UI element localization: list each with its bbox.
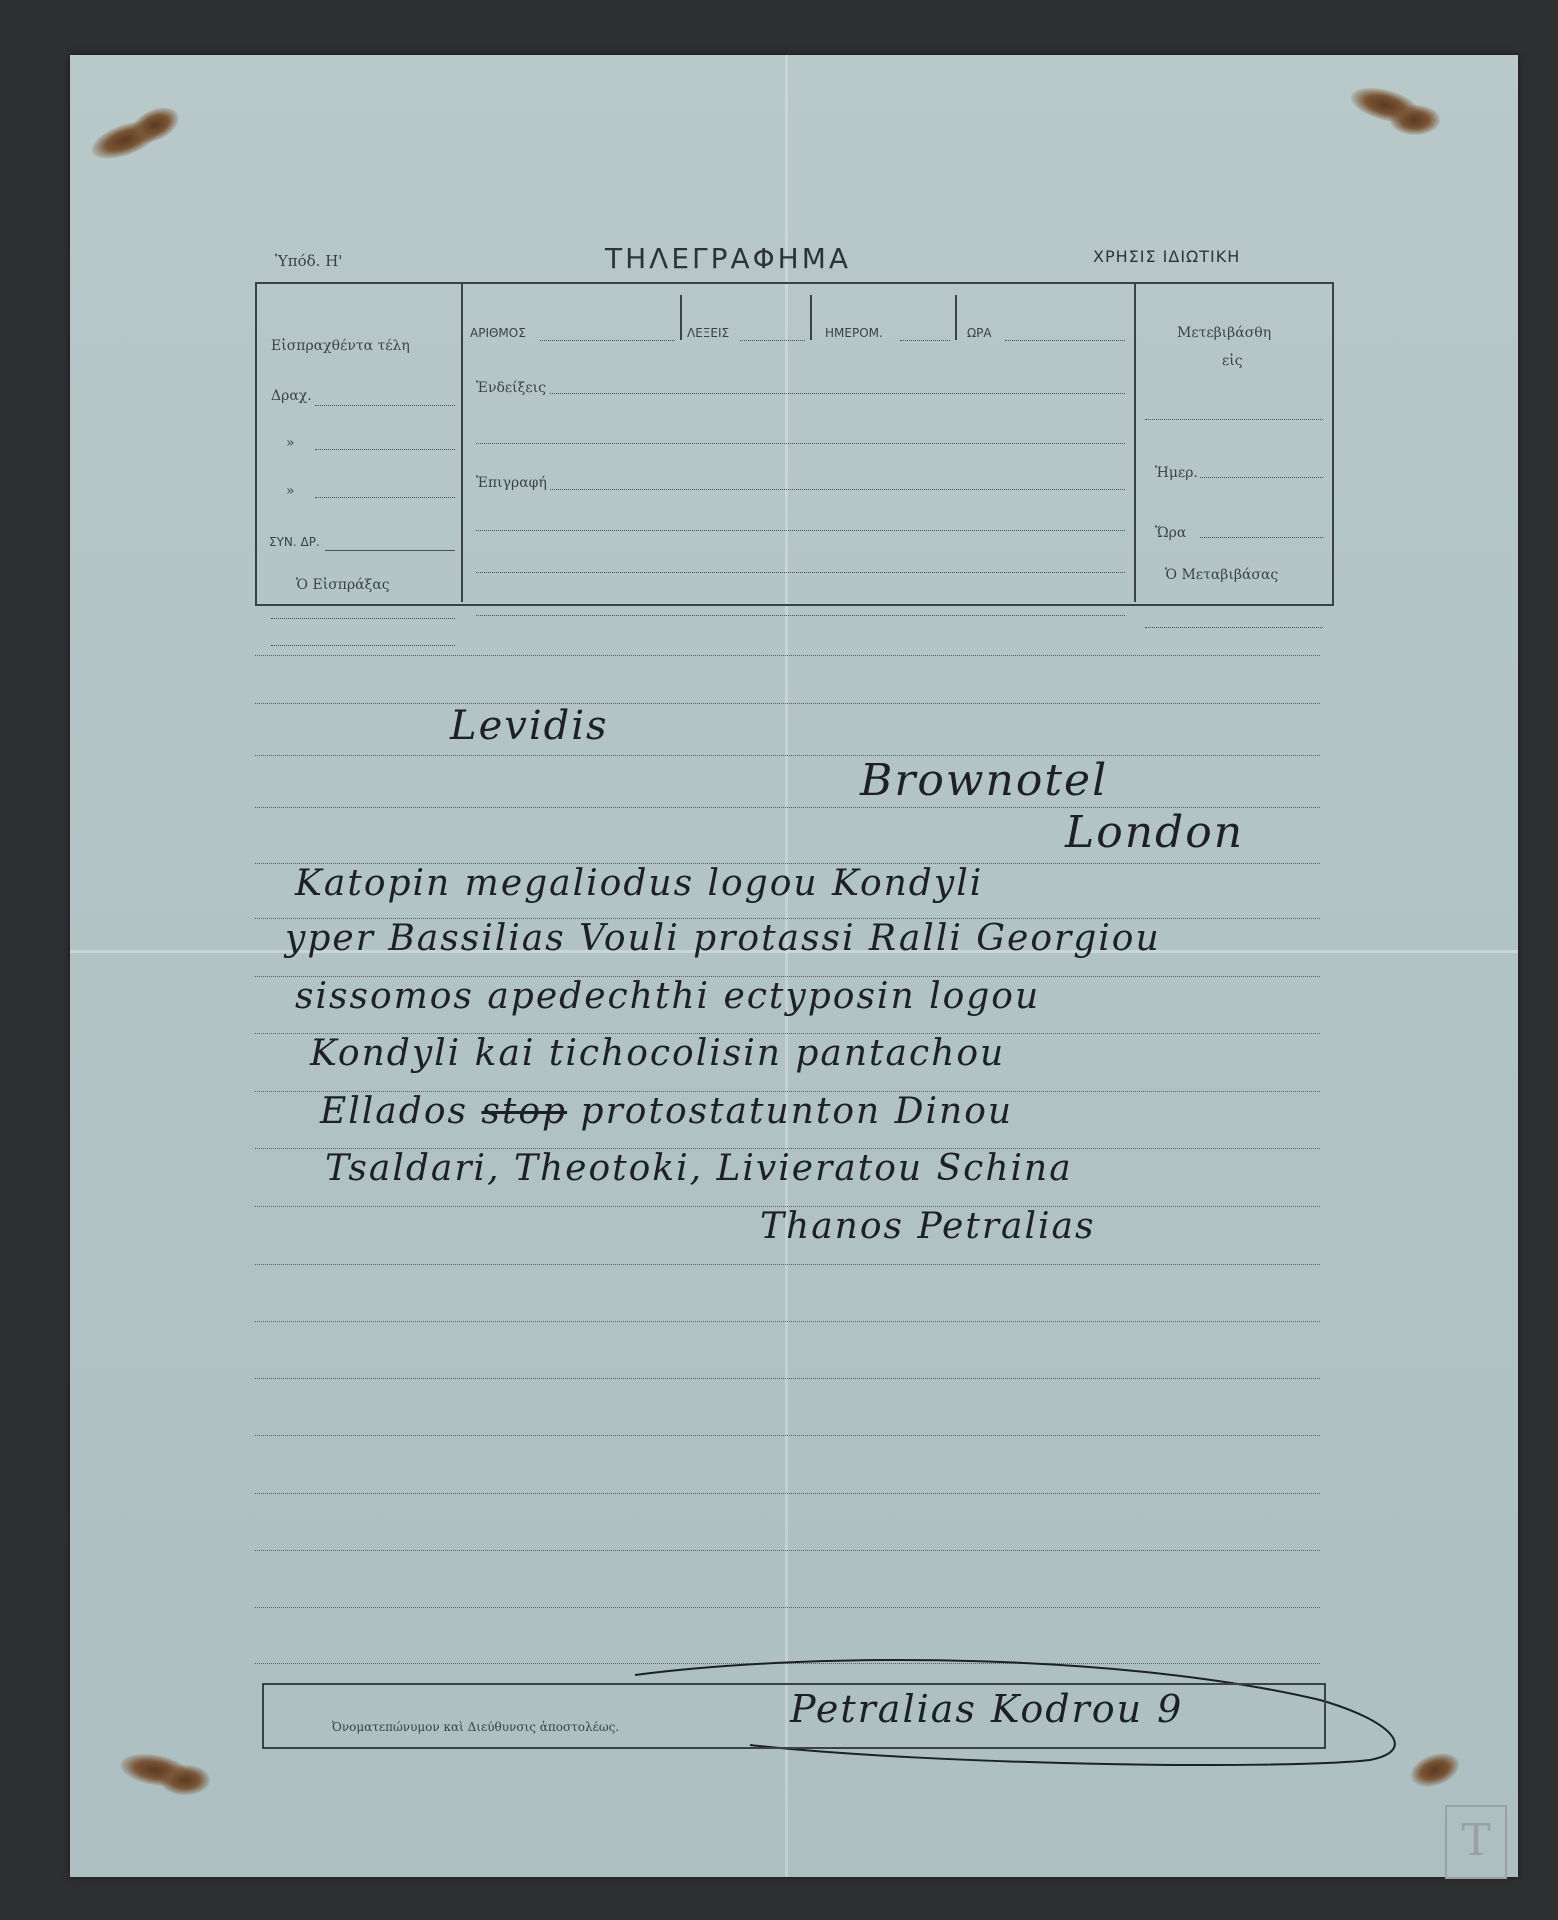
form-ref: Ὑπόδ. Η'	[275, 252, 343, 270]
hour-field	[1200, 537, 1323, 538]
message-line: Katopin megaliodus logou Kondyli	[295, 863, 984, 904]
grid-divider	[1134, 284, 1136, 602]
ruled-line	[255, 1550, 1320, 1551]
header-grid	[255, 282, 1334, 606]
message-word: protostatunton Dinou	[580, 1091, 1014, 1132]
time-label: ΩΡΑ	[967, 326, 992, 340]
total-field	[325, 550, 455, 551]
transmission-field	[1145, 419, 1323, 420]
address-label: Ἐπιγραφή	[476, 475, 547, 491]
rust-stain	[160, 1765, 210, 1795]
address-field	[550, 489, 1125, 490]
ruled-line	[476, 615, 1125, 616]
indications-label: Ἐνδείξεις	[476, 380, 546, 396]
form-usage: ΧΡΗΣΙΣ ΙΔΙΩΤΙΚΗ	[1093, 247, 1241, 266]
message-line: Kondyli kai tichocolisin pantachou	[310, 1033, 1006, 1074]
struck-word: stop	[481, 1091, 568, 1132]
form-title: ΤΗΛΕΓΡΑΦΗΜΑ	[605, 242, 852, 275]
ruled-line	[476, 443, 1125, 444]
archive-logo: T	[1445, 1805, 1507, 1879]
cell-divider	[680, 295, 682, 340]
ditto-mark: »	[286, 435, 295, 451]
ruled-line	[255, 655, 1320, 656]
transmitter-label: Ὁ Μεταβιβάσας	[1165, 567, 1279, 583]
ruled-line	[255, 755, 1320, 756]
ruled-line	[476, 530, 1125, 531]
message-line	[320, 1091, 1013, 1132]
recipient-city: London	[1065, 807, 1245, 858]
sender-signature: Petralias Kodrou 9	[790, 1687, 1184, 1731]
message-line: yper Bassilias Vouli protassi Ralli Georgiou	[285, 918, 1161, 959]
ruled-line	[255, 1493, 1320, 1494]
words-label: ΛΕΞΕΙΣ	[687, 326, 730, 340]
grid-divider	[461, 284, 463, 602]
time-field	[1005, 340, 1125, 341]
date-field	[900, 340, 950, 341]
ruled-line	[255, 1607, 1320, 1608]
transmitter-field	[1145, 627, 1323, 628]
number-label: ΑΡΙΘΜΟΣ	[470, 326, 526, 340]
collector-field	[271, 618, 455, 619]
message-line: sissomos apedechthi ectyposin logou	[295, 976, 1041, 1017]
date-label: ΗΜΕΡΟΜ.	[825, 326, 883, 340]
message-line: Tsaldari, Theotoki, Livieratou Schina	[325, 1148, 1073, 1189]
transmission-label: Μετεβιβάσθη	[1177, 325, 1272, 341]
drach-label: Δραχ.	[271, 388, 312, 404]
drach-field	[315, 405, 455, 406]
ruled-line	[255, 1435, 1320, 1436]
rust-stain	[1390, 105, 1440, 135]
ruled-line	[255, 1378, 1320, 1379]
number-field	[540, 340, 675, 341]
amount-field	[315, 497, 455, 498]
recipient-hotel: Brownotel	[860, 755, 1109, 806]
hour-label: Ὥρα	[1155, 525, 1187, 541]
total-label: ΣΥΝ. ΔΡ.	[269, 535, 320, 549]
fees-label: Εἰσπραχθέντα τέλη	[271, 338, 410, 354]
recipient-name: Levidis	[450, 703, 609, 749]
ruled-line	[255, 1321, 1320, 1322]
ruled-line	[255, 703, 1320, 704]
message-word: Ellados	[320, 1091, 468, 1132]
words-field	[740, 340, 805, 341]
sender-label: Ὀνοματεπώνυμον καὶ Διεύθυνσις ἀποστολέως.	[332, 1720, 620, 1734]
day-label: Ἡμερ.	[1155, 465, 1198, 481]
message-signature: Thanos Petralias	[760, 1206, 1096, 1247]
amount-field	[315, 449, 455, 450]
indications-field	[550, 393, 1125, 394]
collector-field	[271, 645, 455, 646]
collector-label: Ὁ Εἰσπράξας	[296, 577, 390, 593]
day-field	[1200, 477, 1323, 478]
to-label: εἰς	[1222, 353, 1243, 369]
cell-divider	[810, 295, 812, 340]
ruled-line	[255, 1264, 1320, 1265]
telegram-form	[70, 55, 1518, 1877]
ruled-line	[476, 572, 1125, 573]
cell-divider	[955, 295, 957, 340]
ditto-mark: »	[286, 483, 295, 499]
